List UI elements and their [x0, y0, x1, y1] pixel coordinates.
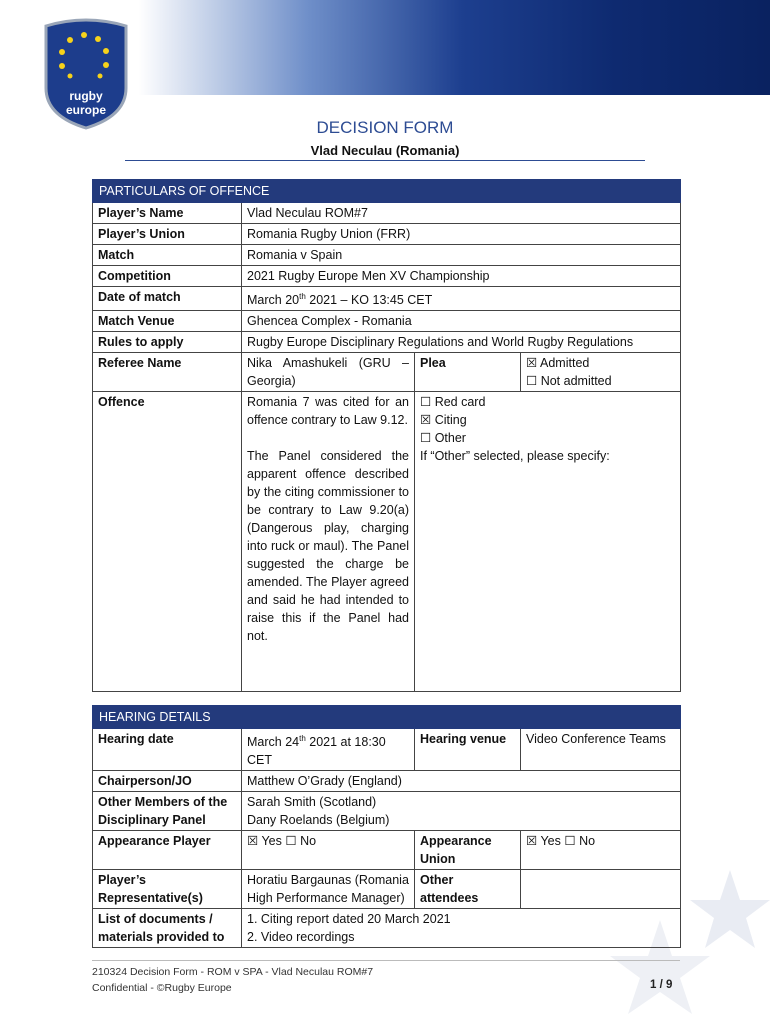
hearing-date-day: March 24 — [247, 735, 300, 750]
checked-box-icon: ☒ — [526, 356, 538, 371]
offence-type-options — [415, 392, 681, 692]
document-1: 1. Citing report dated 20 March 2021 — [247, 912, 451, 927]
footer-divider — [92, 960, 680, 961]
players-name-value: Vlad Neculau ROM#7 — [242, 203, 681, 224]
date-day: March 20 — [247, 293, 300, 308]
other-specify-text: If “Other” selected, please specify: — [420, 449, 610, 464]
unchecked-box-icon: ☐ — [564, 834, 576, 849]
checked-box-icon: ☒ — [420, 413, 432, 428]
rugby-europe-logo — [40, 18, 132, 130]
hearing-date-label: Hearing date — [93, 729, 242, 771]
page-subtitle: Vlad Neculau (Romania) — [310, 143, 460, 158]
other-option[interactable] — [420, 429, 675, 447]
venue-label: Match Venue — [93, 311, 242, 332]
members-value — [242, 792, 681, 831]
plea-admitted-option[interactable] — [526, 354, 675, 372]
citing-label: Citing — [434, 413, 467, 428]
documents-label: List of documents / materials provided to — [93, 909, 242, 948]
players-name-label: Player’s Name — [93, 203, 242, 224]
plea-admitted-label: Admitted — [540, 356, 590, 371]
match-value: Romania v Spain — [242, 245, 681, 266]
representative-label: Player’s Representative(s) — [93, 870, 242, 909]
page-title: DECISION FORM — [316, 118, 454, 137]
offence-table — [92, 179, 681, 692]
checked-box-icon: ☒ — [526, 834, 538, 849]
date-suffix: th — [299, 292, 306, 301]
footer — [92, 964, 373, 996]
appearance-player-yes-label: Yes — [261, 834, 282, 849]
hearing-date-rest: 2021 at 18:30 CET — [247, 735, 386, 768]
appearance-union-no-label: No — [579, 834, 596, 849]
hearing-date-suffix: th — [299, 734, 306, 743]
member-2: Dany Roelands (Belgium) — [247, 813, 390, 828]
documents-value — [242, 909, 681, 948]
logo-text-europe: europe — [65, 103, 107, 117]
appearance-player-label: Appearance Player — [93, 831, 242, 870]
match-label: Match — [93, 245, 242, 266]
hearing-venue-label: Hearing venue — [415, 729, 521, 771]
appearance-union-yes[interactable] — [526, 834, 561, 848]
title-divider — [125, 160, 645, 161]
competition-value: 2021 Rugby Europe Men XV Championship — [242, 266, 681, 287]
plea-not-admitted-label: Not admitted — [540, 374, 612, 389]
unchecked-box-icon: ☐ — [420, 431, 432, 446]
hearing-table — [92, 705, 681, 948]
appearance-union-yes-label: Yes — [540, 834, 561, 849]
unchecked-box-icon: ☐ — [420, 395, 432, 410]
rules-label: Rules to apply — [93, 332, 242, 353]
offence-text-2: The Panel considered the apparent offence described by the citing commissioner to be contrary to Law 9.20(a) (Dangerous play, charging into ruck or maul). The Panel suggested the charge be amended. The Player agreed and said he had intended to raise this if the Panel had not. — [247, 449, 409, 644]
representative-value: Horatiu Bargaunas (Romania High Performance Manager) — [242, 870, 415, 909]
unchecked-box-icon: ☐ — [526, 374, 538, 389]
members-label: Other Members of the Disciplinary Panel — [93, 792, 242, 831]
players-union-label: Player’s Union — [93, 224, 242, 245]
red-card-label: Red card — [434, 395, 486, 410]
hearing-heading: HEARING DETAILS — [93, 706, 681, 729]
rules-value: Rugby Europe Disciplinary Regulations and World Rugby Regulations — [242, 332, 681, 353]
checked-box-icon: ☒ — [247, 834, 259, 849]
citing-option[interactable] — [420, 411, 675, 429]
date-label: Date of match — [93, 287, 242, 311]
players-union-value: Romania Rugby Union (FRR) — [242, 224, 681, 245]
red-card-option[interactable] — [420, 393, 675, 411]
plea-options — [521, 353, 681, 392]
hearing-venue-value: Video Conference Teams — [521, 729, 681, 771]
footer-confidential: Confidential - ©Rugby Europe — [92, 982, 232, 994]
offence-description — [242, 392, 415, 692]
chair-label: Chairperson/JO — [93, 771, 242, 792]
member-1: Sarah Smith (Scotland) — [247, 795, 377, 810]
document-2: 2. Video recordings — [247, 930, 355, 945]
plea-label: Plea — [415, 353, 521, 392]
offence-label: Offence — [93, 392, 242, 692]
page-number: 1 / 9 — [650, 979, 673, 991]
footer-document-ref: 210324 Decision Form - ROM v SPA - Vlad Neculau ROM#7 — [92, 966, 374, 978]
referee-label: Referee Name — [93, 353, 242, 392]
chair-value: Matthew O’Grady (England) — [242, 771, 681, 792]
venue-value: Ghencea Complex - Romania — [242, 311, 681, 332]
logo-text-rugby: rugby — [69, 89, 103, 103]
other-attendees-value — [521, 870, 681, 909]
date-rest: 2021 – KO 13:45 CET — [305, 293, 433, 308]
offence-text-1: Romania 7 was cited for an offence contrary to Law 9.12. — [247, 395, 409, 428]
competition-label: Competition — [93, 266, 242, 287]
offence-heading: PARTICULARS OF OFFENCE — [93, 180, 681, 203]
other-label: Other — [434, 431, 466, 446]
appearance-player-options — [242, 831, 415, 870]
plea-not-admitted-option[interactable] — [526, 372, 675, 390]
other-attendees-label: Other attendees — [415, 870, 521, 909]
appearance-union-label: Appearance Union — [415, 831, 521, 870]
referee-value: Nika Amashukeli (GRU – Georgia) — [242, 353, 415, 392]
unchecked-box-icon: ☐ — [285, 834, 297, 849]
appearance-player-no[interactable] — [285, 834, 316, 848]
appearance-player-yes[interactable] — [247, 834, 282, 848]
appearance-union-no[interactable] — [564, 834, 595, 848]
hearing-date-value — [242, 729, 415, 771]
appearance-union-options — [521, 831, 681, 870]
appearance-player-no-label: No — [300, 834, 317, 849]
date-value — [242, 287, 681, 311]
